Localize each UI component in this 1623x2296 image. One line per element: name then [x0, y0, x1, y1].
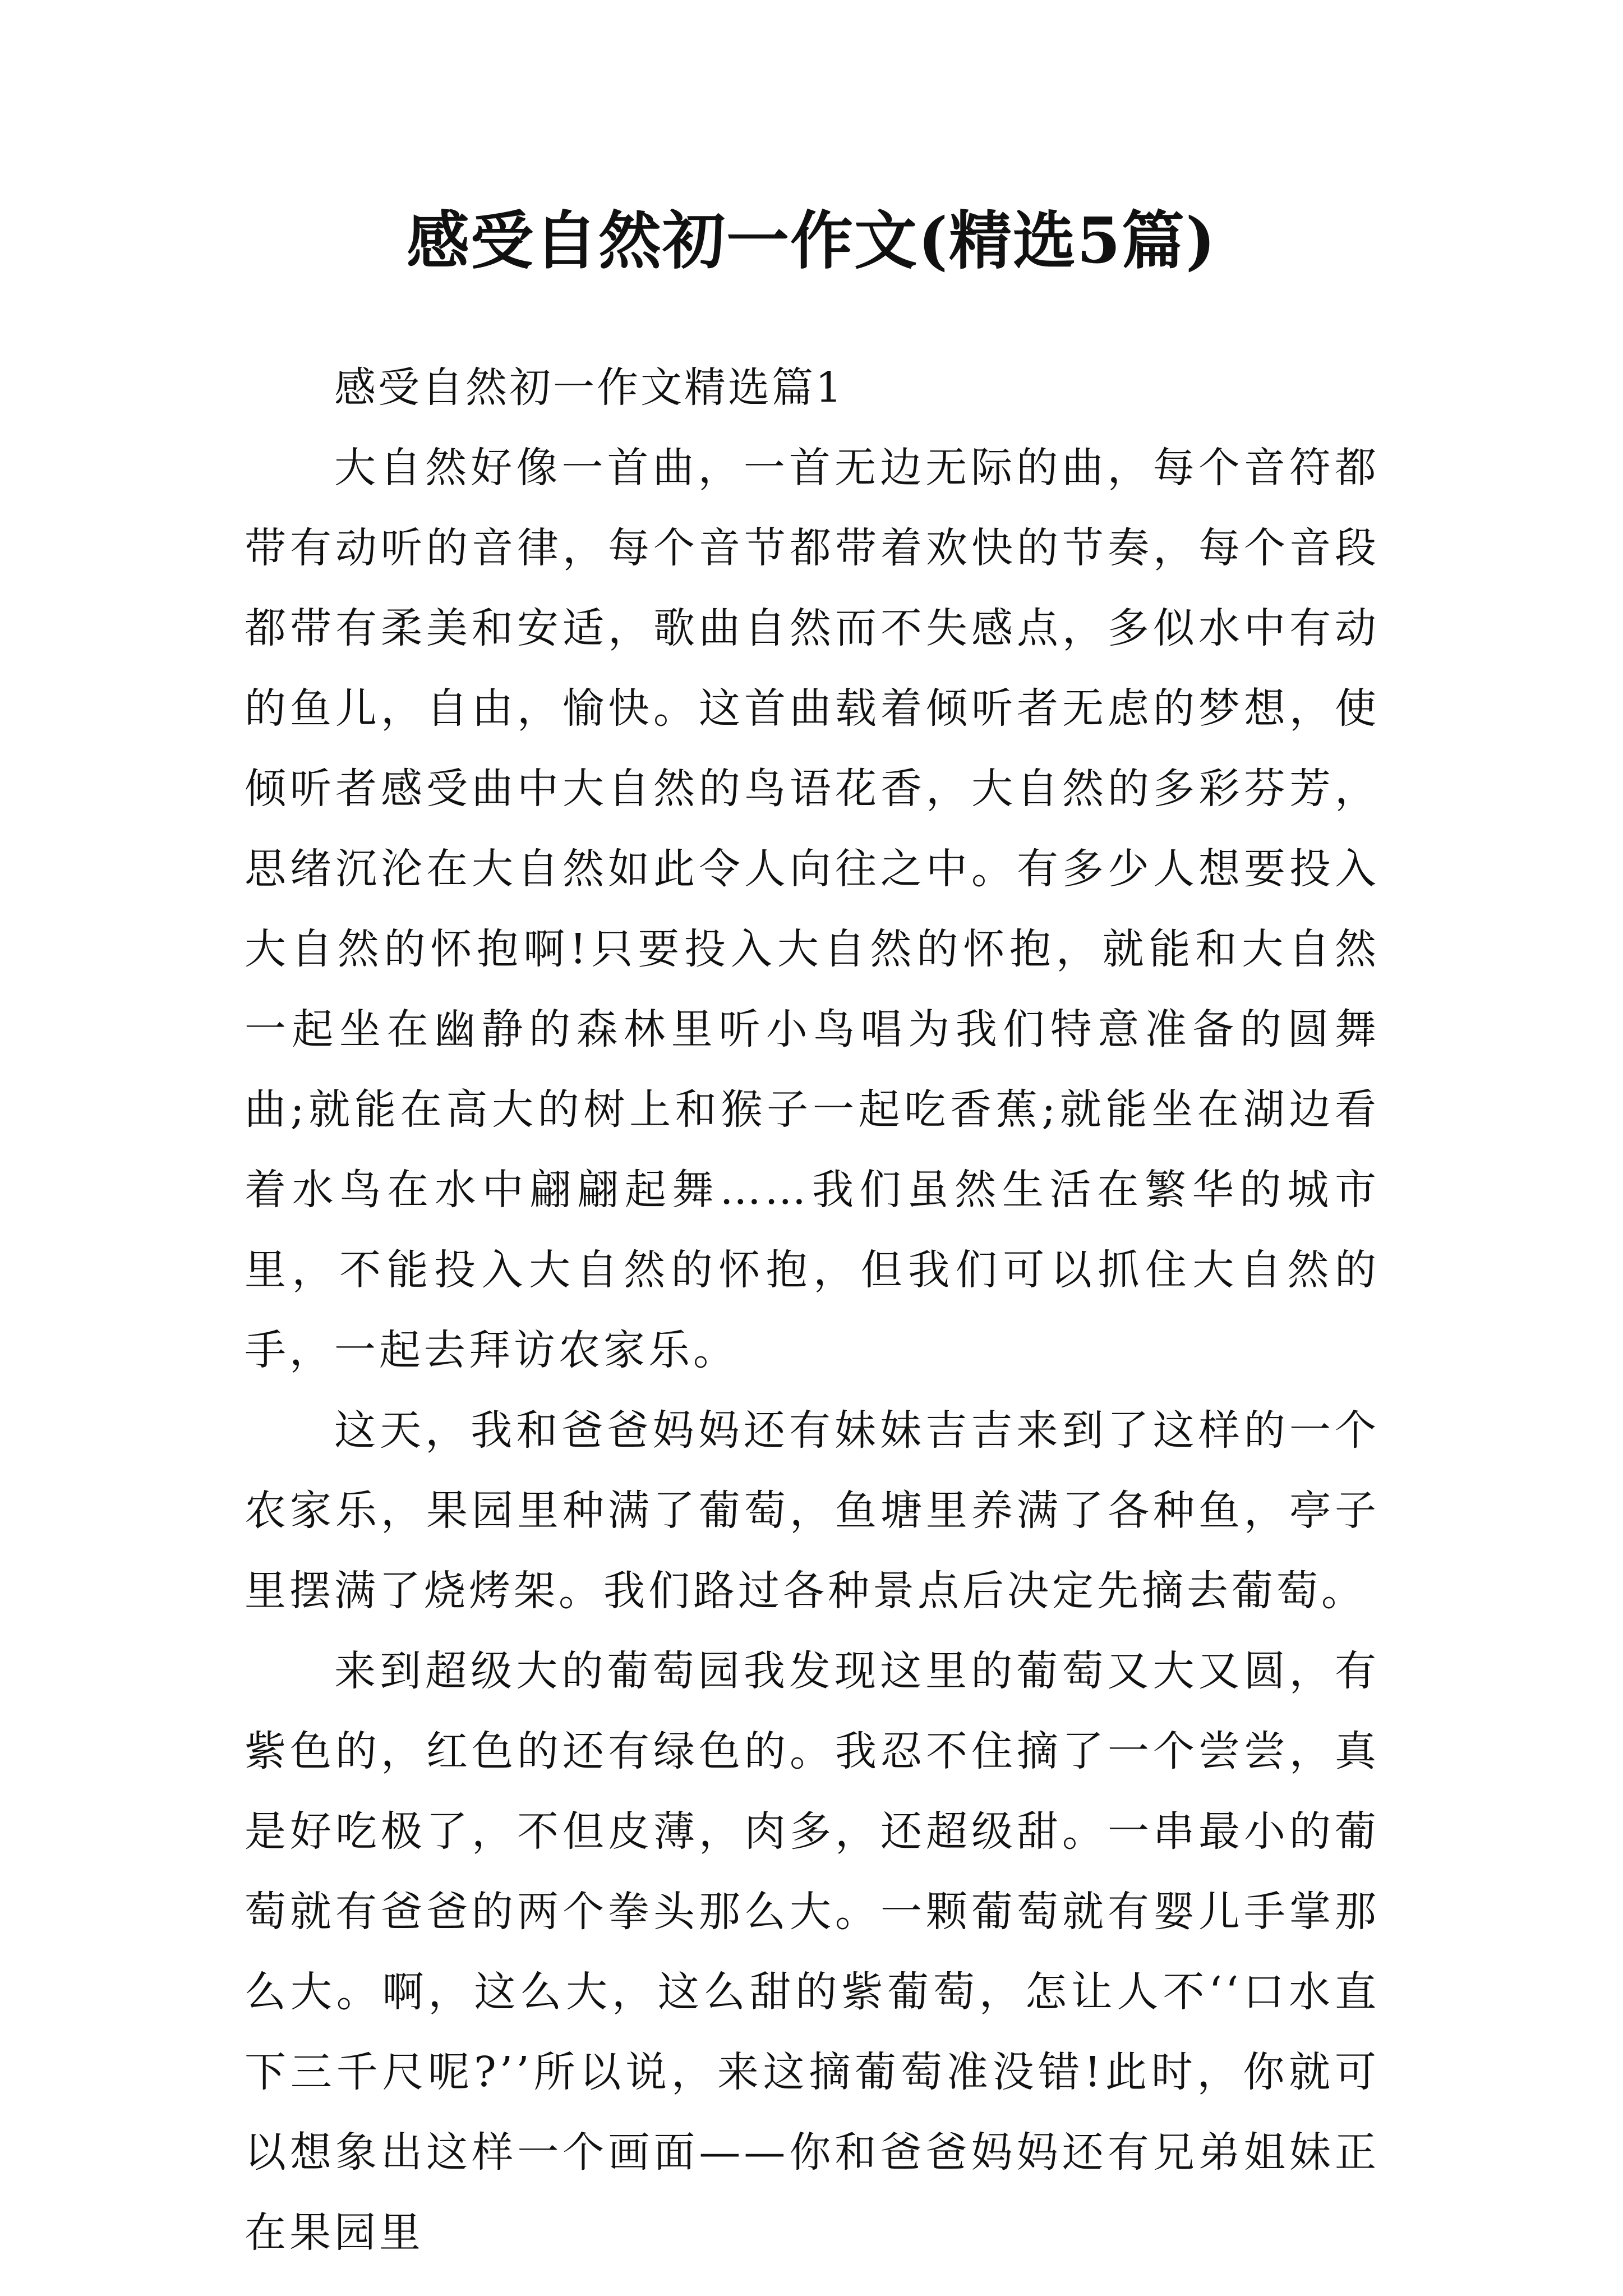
document-title: 感受自然初一作文(精选5篇)	[407, 204, 1216, 278]
paragraph-2: 这天，我和爸爸妈妈还有妹妹吉吉来到了这样的一个农家乐，果园里种满了葡萄，鱼塘里养满了各种鱼，亭子里摆满了烧烤架。我们路过各种景点后决定先摘去葡萄。	[245, 1406, 1380, 1615]
document-body	[245, 348, 1380, 2273]
paragraph-1: 大自然好像一首曲，一首无边无际的曲，每个音符都带有动听的音律，每个音节都带着欢快的节奏，每个音段都带有柔美和安适，歌曲自然而不失感点，多似水中有动的鱼儿，自由，愉快。这首曲载着倾听者无虑的梦想，使倾听者感受曲中大自然的鸟语花香，大自然的多彩芬芳，思绪沉沦在大自然如此令人向往之中。有多少人想要投入大自然的怀抱啊!只要投入大自然的怀抱，就能和大自然一起坐在幽静的森林里听小鸟唱为我们特意准备的圆舞曲;就能在高大的树上和猴子一起吃香蕉;就能坐在湖边看着水鸟在水中翩翩起舞……我们虽然生活在繁华的城市里，不能投入大自然的怀抱，但我们可以抓住大自然的手，一起去拜访农家乐。	[245, 444, 1380, 1374]
section-heading: 感受自然初一作文精选篇1	[334, 364, 845, 412]
paragraph-3: 来到超级大的葡萄园我发现这里的葡萄又大又圆，有紫色的，红色的还有绿色的。我忍不住摘了一个尝尝，真是好吃极了，不但皮薄，肉多，还超级甜。一串最小的葡萄就有爸爸的两个拳头那么大。一颗葡萄就有婴儿手掌那么大。啊，这么大，这么甜的紫葡萄，怎让人不‘‘口水直下三千尺呢?’’所以说，来这摘葡萄准没错!此时，你就可以想象出这样一个画面——你和爸爸妈妈还有兄弟姐妹正在果园里	[245, 1647, 1380, 2257]
